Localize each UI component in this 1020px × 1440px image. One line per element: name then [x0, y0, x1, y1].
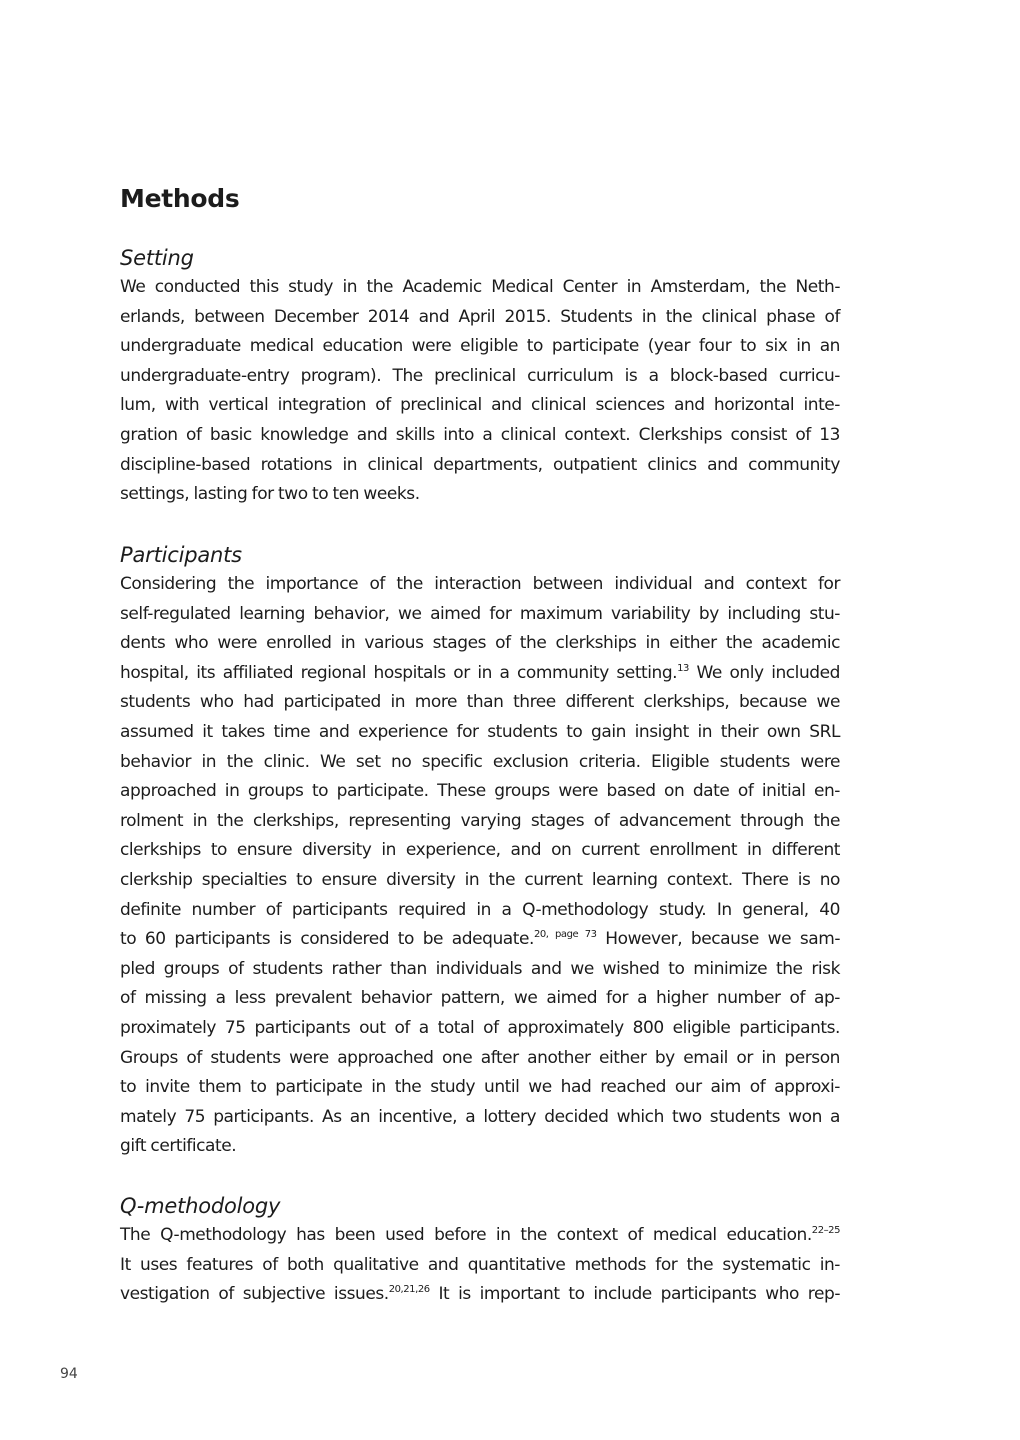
- text-line: discipline-based rotations in clinical departments, outpatient clinics and community: [120, 454, 840, 475]
- paragraph-participants: [120, 570, 840, 1162]
- text-line: approached in groups to participate. These groups were based on date of initial en-: [120, 781, 840, 802]
- subheading-q-methodology: Q-methodology: [120, 1194, 281, 1218]
- paragraph-q-methodology: [120, 1221, 840, 1310]
- text-line: settings, lasting for two to ten weeks.: [120, 484, 420, 505]
- page-number: 94: [60, 1366, 78, 1382]
- section-heading-methods: Methods: [120, 184, 240, 213]
- text-line: erlands, between December 2014 and April 2015. Students in the clinical phase of: [120, 306, 840, 327]
- text-line: rolment in the clerkships, representing varying stages of advancement through the: [120, 810, 840, 831]
- text-line: gration of basic knowledge and skills into a clinical context. Clerkships consist of 13: [120, 424, 840, 445]
- text-line: pled groups of students rather than individuals and we wished to minimize the risk: [120, 958, 840, 979]
- citation-superscript: 20, page 73: [533, 929, 597, 941]
- text-line: clerkship specialties to ensure diversity in the current learning context. There is no: [120, 869, 840, 890]
- text-segment: to 60 participants is considered to be adequate.: [120, 929, 534, 950]
- citation-superscript: 13: [677, 662, 689, 674]
- text-line: gift certificate.: [120, 1136, 237, 1157]
- text-segment: hospital, its affiliated regional hospitals or in a community setting.: [120, 662, 678, 683]
- text-line: It uses features of both qualitative and quantitative methods for the systematic in-: [120, 1254, 840, 1275]
- text-segment: vestigation of subjective issues.: [120, 1284, 389, 1305]
- text-line: [120, 1280, 840, 1310]
- text-line: undergraduate-entry program). The preclinical curriculum is a block-based curricu-: [120, 365, 840, 386]
- text-segment: However, because we sam-: [596, 929, 841, 950]
- text-line: [120, 659, 840, 689]
- citation-superscript: 20,21,26: [388, 1284, 430, 1296]
- text-line: proximately 75 participants out of a total of approximately 800 eligible participants.: [120, 1017, 840, 1038]
- section-setting: [120, 243, 840, 510]
- text-line: of missing a less prevalent behavior pattern, we aimed for a higher number of ap-: [120, 988, 840, 1009]
- text-line: [120, 925, 840, 955]
- text-line: We conducted this study in the Academic Medical Center in Amsterdam, the Neth-: [120, 277, 840, 297]
- text-segment: It is important to include participants who rep-: [429, 1284, 841, 1305]
- text-line: mately 75 participants. As an incentive, a lottery decided which two students won a: [120, 1106, 840, 1127]
- text-line: self-regulated learning behavior, we aimed for maximum variability by including stu-: [120, 603, 840, 624]
- text-line: to invite them to participate in the study until we had reached our aim of approxi-: [120, 1077, 840, 1098]
- section-participants: [120, 540, 840, 1162]
- text-line: assumed it takes time and experience for students to gain insight in their own SRL: [120, 721, 840, 742]
- section-q-methodology: [120, 1191, 840, 1310]
- paragraph-setting: [120, 273, 840, 510]
- text-line: Considering the importance of the interaction between individual and context for: [120, 574, 840, 594]
- text-line: lum, with vertical integration of preclinical and clinical sciences and horizontal inte-: [120, 395, 840, 416]
- text-line: definite number of participants required in a Q-methodology study. In general, 40: [120, 899, 840, 920]
- text-line: Groups of students were approached one after another either by email or in person: [120, 1047, 840, 1068]
- text-line: students who had participated in more than three different clerkships, because we: [120, 692, 840, 713]
- text-line: dents who were enrolled in various stages of the clerkships in either the academic: [120, 633, 840, 654]
- citation-superscript: 22–25: [811, 1225, 840, 1236]
- text-line: undergraduate medical education were eligible to participate (year four to six in an: [120, 336, 840, 357]
- text-line: clerkships to ensure diversity in experience, and on current enrollment in different: [120, 840, 840, 861]
- subheading-participants: Participants: [120, 543, 242, 567]
- text-line: [120, 1221, 840, 1251]
- text-segment: We only included: [688, 662, 840, 683]
- text-line: behavior in the clinic. We set no specific exclusion criteria. Eligible students were: [120, 751, 840, 772]
- text-segment: The Q-methodology has been used before in the context of medical education.: [120, 1225, 812, 1245]
- subheading-setting: Setting: [120, 246, 194, 270]
